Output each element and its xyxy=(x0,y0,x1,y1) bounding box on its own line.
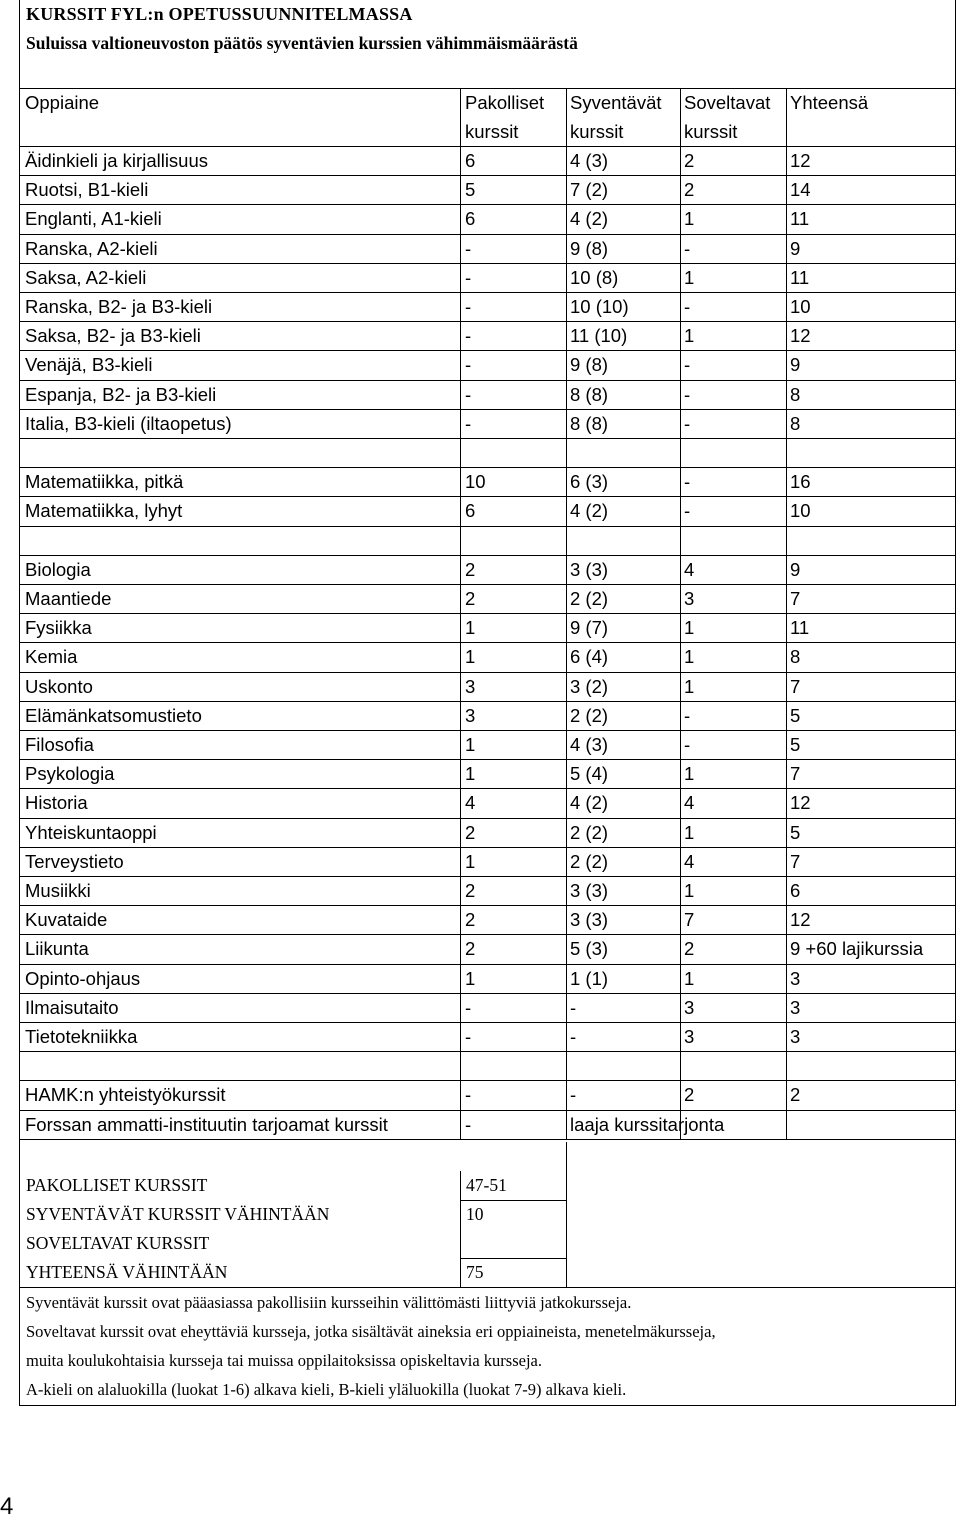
cell-applied: 3 xyxy=(684,588,695,609)
cell-subject: Ilmaisutaito xyxy=(25,996,119,1018)
cell-advanced: 2 (2) xyxy=(570,704,609,726)
cell-advanced: 3 (3) xyxy=(570,558,609,580)
cell-subject: HAMK:n yhteistyökurssit xyxy=(25,1084,226,1106)
row-rule xyxy=(20,234,955,235)
cell-advanced: 2 (2) xyxy=(570,850,609,872)
cell-applied: - xyxy=(684,471,691,493)
cell-advanced: - xyxy=(570,996,577,1018)
cell-compulsory: - xyxy=(465,996,472,1018)
cell-advanced: 4 (2) xyxy=(570,208,609,230)
cell-advanced: 8 (8) xyxy=(570,412,609,434)
cell-total: 6 xyxy=(790,880,801,901)
cell-subject: Psykologia xyxy=(25,763,115,785)
cell-subject: Uskonto xyxy=(25,675,93,697)
cell-applied: 1 xyxy=(684,266,695,288)
cell-subject: Maantiede xyxy=(25,588,112,609)
cell-advanced: 9 (7) xyxy=(570,617,609,639)
cell-advanced: 3 (2) xyxy=(570,675,609,697)
cell-total: 11 xyxy=(790,617,810,639)
summary-compulsory-value: 47-51 xyxy=(466,1175,507,1195)
cell-subject: Terveystieto xyxy=(25,850,124,872)
table-bottom-rule xyxy=(20,1139,955,1140)
cell-applied: 1 xyxy=(684,821,695,843)
column-divider xyxy=(680,88,681,1139)
page-subtitle: Suluissa valtioneuvoston päätös syventävien kurssien vähimmäismäärästä xyxy=(26,33,578,53)
cell-total: 7 xyxy=(790,675,801,697)
cell-subject: Matematiikka, lyhyt xyxy=(25,500,183,522)
cell-applied: - xyxy=(684,383,691,405)
cell-compulsory: - xyxy=(465,296,472,317)
cell-subject: Historia xyxy=(25,792,88,814)
cell-subject: Italia, B3-kieli (iltaopetus) xyxy=(25,412,232,434)
row-rule xyxy=(20,730,955,731)
cell-total: 7 xyxy=(790,763,801,785)
cell-subject: Matematiikka, pitkä xyxy=(25,471,184,493)
note-language-levels: A-kieli on alaluokilla (luokat 1-6) alkava kieli, B-kieli yläluokilla (luokat 7-9) alkava kieli. xyxy=(26,1380,627,1399)
cell-subject: Opinto-ohjaus xyxy=(25,967,141,989)
cell-subject: Musiikki xyxy=(25,880,91,901)
row-rule xyxy=(20,964,955,965)
cell-applied: 1 xyxy=(684,325,695,347)
cell-total: 10 xyxy=(790,500,811,522)
row-rule xyxy=(20,584,955,585)
cell-total: 5 xyxy=(790,704,801,726)
summary-total-value: 75 xyxy=(466,1262,484,1282)
cell-subject: Elämänkatsomustieto xyxy=(25,704,202,726)
cell-compulsory: 3 xyxy=(465,675,476,697)
cell-advanced: - xyxy=(570,1026,577,1047)
cell-advanced: 11 (10) xyxy=(570,325,628,347)
cell-advanced: 4 (2) xyxy=(570,500,609,522)
cell-total: 12 xyxy=(790,150,811,171)
row-rule xyxy=(20,642,955,643)
column-header-applied: Soveltavat xyxy=(684,92,771,113)
cell-total: 8 xyxy=(790,383,801,405)
cell-compulsory: - xyxy=(465,1113,472,1135)
cell-subject: Forssan ammatti-instituutin tarjoamat kurssit xyxy=(25,1113,388,1135)
cell-subject: Ranska, B2- ja B3-kieli xyxy=(25,296,213,317)
cell-total: 10 xyxy=(790,296,811,317)
cell-total: 7 xyxy=(790,588,801,609)
row-rule xyxy=(20,876,955,877)
column-header-advanced-sub: kurssit xyxy=(570,121,624,142)
column-header-compulsory: Pakolliset xyxy=(465,92,545,113)
summary-divider xyxy=(460,1171,461,1287)
cell-total: 7 xyxy=(790,850,801,872)
column-divider xyxy=(566,88,567,1139)
cell-advanced: 9 (8) xyxy=(570,354,609,376)
cell-applied: 4 xyxy=(684,850,695,872)
cell-applied: 1 xyxy=(684,208,695,230)
cell-advanced: 6 (3) xyxy=(570,471,609,493)
cell-advanced: 9 (8) xyxy=(570,237,609,259)
cell-compulsory: 2 xyxy=(465,909,476,931)
cell-compulsory: - xyxy=(465,412,472,434)
cell-advanced: 5 (4) xyxy=(570,763,609,785)
cell-advanced: 2 (2) xyxy=(570,588,609,609)
cell-advanced: 7 (2) xyxy=(570,179,609,201)
cell-subject: Saksa, A2-kieli xyxy=(25,266,147,288)
cell-compulsory: 1 xyxy=(465,967,476,989)
cell-compulsory: 1 xyxy=(465,646,476,668)
cell-subject: Saksa, B2- ja B3-kieli xyxy=(25,325,201,347)
row-rule xyxy=(20,788,955,789)
cell-compulsory: 10 xyxy=(465,471,486,493)
column-header-applied-sub: kurssit xyxy=(684,121,738,142)
column-divider xyxy=(786,88,787,1139)
cell-applied: - xyxy=(684,296,691,317)
cell-total: 3 xyxy=(790,1026,801,1047)
cell-total: 2 xyxy=(790,1084,801,1106)
cell-compulsory: 4 xyxy=(465,792,476,814)
cell-compulsory: - xyxy=(465,1026,472,1047)
cell-subject: Liikunta xyxy=(25,938,89,960)
page-title: KURSSIT FYL:n OPETUSSUUNNITELMASSA xyxy=(26,4,413,24)
cell-total: 16 xyxy=(790,471,811,493)
cell-total: 12 xyxy=(790,325,811,347)
row-rule xyxy=(20,905,955,906)
cell-applied: - xyxy=(684,734,691,755)
cell-subject: Biologia xyxy=(25,558,91,580)
cell-applied: 2 xyxy=(684,179,695,201)
cell-subject: Ruotsi, B1-kieli xyxy=(25,179,149,201)
cell-subject: Fysiikka xyxy=(25,617,92,639)
cell-total: 3 xyxy=(790,996,801,1018)
cell-compulsory: - xyxy=(465,354,472,376)
cell-compulsory: 6 xyxy=(465,208,476,230)
cell-total: 11 xyxy=(790,208,810,230)
cell-total: 14 xyxy=(790,179,811,201)
cell-advanced: 3 (3) xyxy=(570,880,609,901)
cell-applied: 4 xyxy=(684,558,695,580)
row-rule xyxy=(20,759,955,760)
summary-total-label: YHTEENSÄ VÄHINTÄÄN xyxy=(26,1262,228,1282)
cell-applied: 7 xyxy=(684,909,695,931)
cell-subject: Yhteiskuntaoppi xyxy=(25,821,157,843)
row-rule xyxy=(20,993,955,994)
row-rule xyxy=(20,1051,955,1052)
note-advanced: Syventävät kurssit ovat pääasiassa pakollisiin kursseihin välittömästi liittyviä jatkokursseja. xyxy=(26,1293,632,1312)
cell-total: 5 xyxy=(790,821,801,843)
cell-total: 9 xyxy=(790,354,801,376)
page-number: 4 xyxy=(0,1493,14,1520)
cell-advanced: 10 (8) xyxy=(570,266,619,288)
row-rule xyxy=(20,438,955,439)
cell-compulsory: 6 xyxy=(465,500,476,522)
cell-advanced: 2 (2) xyxy=(570,821,609,843)
cell-advanced: 8 (8) xyxy=(570,383,609,405)
cell-subject: Tietotekniikka xyxy=(25,1026,138,1047)
summary-advanced-value: 10 xyxy=(466,1204,484,1224)
cell-compulsory: 2 xyxy=(465,558,476,580)
cell-compulsory: 5 xyxy=(465,179,476,201)
summary-divider xyxy=(566,1142,567,1287)
cell-compulsory: 1 xyxy=(465,734,476,755)
cell-compulsory: 2 xyxy=(465,880,476,901)
cell-subject: Kemia xyxy=(25,646,78,668)
cell-advanced: 3 (3) xyxy=(570,909,609,931)
note-applied-cont: muita koulukohtaisia kursseja tai muissa oppilaitoksissa opiskeltavia kursseja. xyxy=(26,1351,543,1370)
cell-compulsory: 2 xyxy=(465,821,476,843)
cell-subject: Äidinkieli ja kirjallisuus xyxy=(25,150,209,171)
cell-applied: 1 xyxy=(684,880,695,901)
cell-total: 9 xyxy=(790,558,801,580)
cell-applied: 3 xyxy=(684,1026,695,1047)
cell-compulsory: 2 xyxy=(465,588,476,609)
row-rule xyxy=(20,526,955,527)
cell-advanced: 6 (4) xyxy=(570,646,609,668)
cell-applied: - xyxy=(684,354,691,376)
cell-total: 5 xyxy=(790,734,801,755)
cell-advanced: 1 (1) xyxy=(570,967,609,989)
cell-applied: 4 xyxy=(684,792,695,814)
cell-advanced: - xyxy=(570,1084,577,1106)
cell-applied: 3 xyxy=(684,996,695,1018)
cell-subject: Filosofia xyxy=(25,734,94,755)
cell-subject: Venäjä, B3-kieli xyxy=(25,354,153,376)
cell-advanced: laaja kurssitarjonta xyxy=(570,1113,725,1135)
cell-subject: Espanja, B2- ja B3-kieli xyxy=(25,383,217,405)
cell-applied: 1 xyxy=(684,617,695,639)
row-rule xyxy=(20,555,955,556)
curriculum-sheet xyxy=(19,0,956,1406)
cell-compulsory: 3 xyxy=(465,704,476,726)
cell-applied: 2 xyxy=(684,150,695,171)
cell-compulsory: - xyxy=(465,325,472,347)
cell-total: 12 xyxy=(790,792,811,814)
column-header-total: Yhteensä xyxy=(790,92,869,113)
column-header-compulsory-sub: kurssit xyxy=(465,121,519,142)
cell-advanced: 10 (10) xyxy=(570,296,629,317)
summary-applied-label: SOVELTAVAT KURSSIT xyxy=(26,1233,210,1253)
cell-total: 8 xyxy=(790,646,801,668)
cell-applied: 1 xyxy=(684,675,695,697)
cell-subject: Kuvataide xyxy=(25,909,108,931)
row-rule xyxy=(20,613,955,614)
cell-compulsory: 2 xyxy=(465,938,476,960)
cell-compulsory: - xyxy=(465,237,472,259)
note-applied: Soveltavat kurssit ovat eheyttäviä kursseja, jotka sisältävät aineksia eri oppiaineista, menetelmäkursseja, xyxy=(26,1322,716,1341)
cell-applied: 1 xyxy=(684,646,695,668)
cell-total: 12 xyxy=(790,909,811,931)
cell-subject: Ranska, A2-kieli xyxy=(25,237,158,259)
cell-applied: - xyxy=(684,704,691,726)
cell-compulsory: - xyxy=(465,1084,472,1106)
row-rule xyxy=(20,175,955,176)
row-rule xyxy=(20,263,955,264)
summary-advanced-label: SYVENTÄVÄT KURSSIT VÄHINTÄÄN xyxy=(26,1204,330,1224)
column-header-advanced: Syventävät xyxy=(570,92,662,113)
cell-applied: - xyxy=(684,412,691,434)
cell-subject: Englanti, A1-kieli xyxy=(25,208,162,230)
cell-compulsory: 1 xyxy=(465,617,476,639)
cell-total: 8 xyxy=(790,412,801,434)
row-rule xyxy=(20,672,955,673)
cell-compulsory: 6 xyxy=(465,150,476,171)
column-divider xyxy=(460,88,461,1139)
cell-advanced: 5 (3) xyxy=(570,938,609,960)
cell-applied: 1 xyxy=(684,967,695,989)
cell-total: 9 +60 lajikurssia xyxy=(790,938,924,960)
row-rule xyxy=(20,818,955,819)
cell-advanced: 4 (2) xyxy=(570,792,609,814)
cell-advanced: 4 (3) xyxy=(570,734,609,755)
cell-total: 9 xyxy=(790,237,801,259)
cell-compulsory: 1 xyxy=(465,850,476,872)
summary-rule xyxy=(460,1200,566,1201)
cell-applied: - xyxy=(684,500,691,522)
cell-total: 3 xyxy=(790,967,801,989)
cell-applied: - xyxy=(684,237,691,259)
cell-compulsory: 1 xyxy=(465,763,476,785)
summary-rule xyxy=(460,1258,566,1259)
cell-applied: 2 xyxy=(684,1084,695,1106)
cell-total: 11 xyxy=(790,266,810,288)
row-rule xyxy=(20,1022,955,1023)
cell-advanced: 4 (3) xyxy=(570,150,609,171)
cell-compulsory: - xyxy=(465,266,472,288)
cell-applied: 1 xyxy=(684,763,695,785)
cell-applied: 2 xyxy=(684,938,695,960)
column-header-subject: Oppiaine xyxy=(25,92,100,113)
summary-compulsory-label: PAKOLLISET KURSSIT xyxy=(26,1175,208,1195)
row-rule xyxy=(20,847,955,848)
cell-compulsory: - xyxy=(465,383,472,405)
